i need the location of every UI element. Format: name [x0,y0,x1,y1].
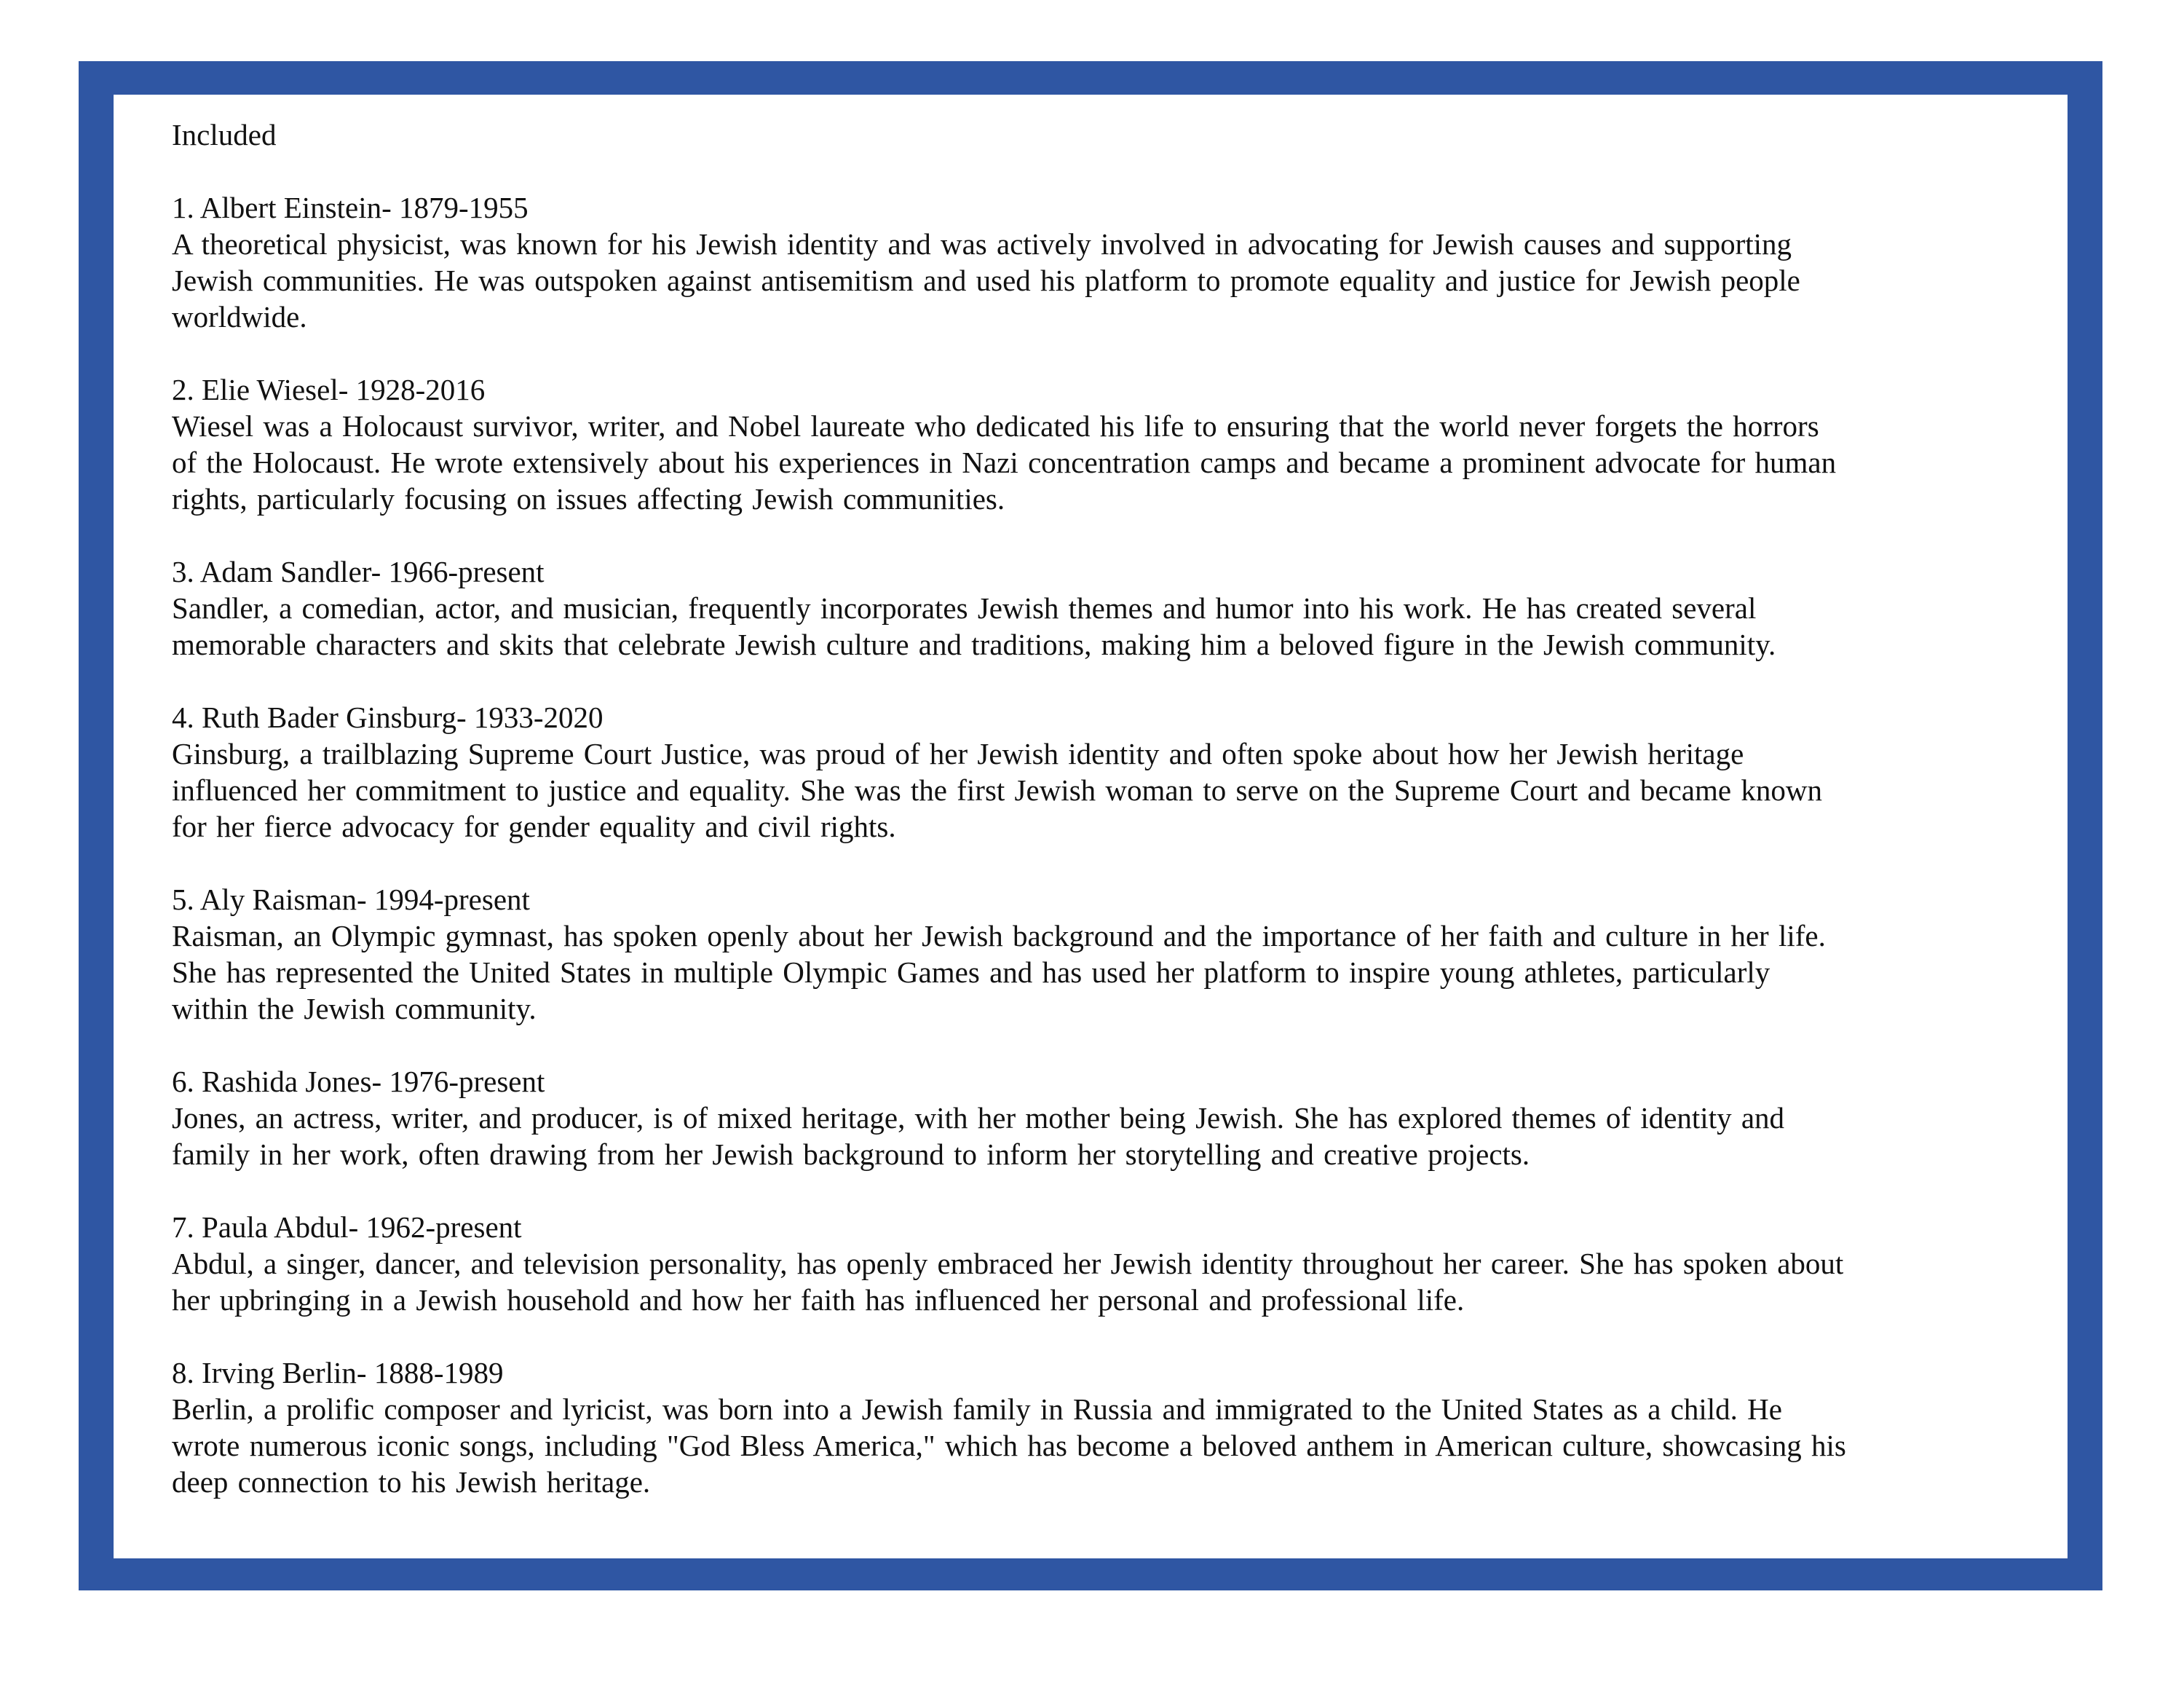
entry-title: 3. Adam Sandler- 1966-present [172,555,545,588]
entry-description-line: Jewish communities. He was outspoken against antisemitism and used his platform to promote equality and justice for Jewish people [172,264,1800,297]
entry-item [172,1063,2072,1172]
entry-description-line: Wiesel was a Holocaust survivor, writer, and Nobel laureate who dedicated his life to ensuring that the world never forgets the horrors [172,409,1819,443]
document-heading: Included [172,118,277,151]
entry-title: 4. Ruth Bader Ginsburg- 1933-2020 [172,701,604,734]
entry-title: 2. Elie Wiesel- 1928-2016 [172,373,486,406]
entry-description [172,226,2072,335]
entry-description-line: Berlin, a prolific composer and lyricist, was born into a Jewish family in Russia and immigrated to the United States as a child. He [172,1392,1782,1426]
entry-description-line: influenced her commitment to justice and equality. She was the first Jewish woman to serve on the Supreme Court and became known [172,773,1822,807]
entry-description [172,408,2072,517]
entry-title: 1. Albert Einstein- 1879-1955 [172,191,529,224]
entry-title: 8. Irving Berlin- 1888-1989 [172,1356,504,1389]
entry-item [172,371,2072,517]
entry-item [172,189,2072,335]
entry-title: 5. Aly Raisman- 1994-present [172,883,530,916]
entry-title: 6. Rashida Jones- 1976-present [172,1065,545,1098]
entry-item [172,553,2072,663]
entry-description [172,590,2072,663]
entry-description [172,1391,2072,1500]
entry-description-line: Ginsburg, a trailblazing Supreme Court Justice, was proud of her Jewish identity and often spoke about how her Jewish heritage [172,737,1744,770]
entry-description-line: wrote numerous iconic songs, including "God Bless America," which has become a beloved anthem in American culture, showcasing his [172,1429,1846,1462]
document-page [114,95,2068,1558]
page-border-frame [79,61,2102,1590]
entry-item [172,881,2072,1027]
entry-description-line: Jones, an actress, writer, and producer, is of mixed heritage, with her mother being Jewish. She has explored themes of identity and [172,1101,1785,1135]
entry-description-line: her upbringing in a Jewish household and how her faith has influenced her personal and professional life. [172,1283,1465,1317]
entry-description-line: memorable characters and skits that celebrate Jewish culture and traditions, making him a beloved figure in the Jewish community. [172,628,1776,661]
entry-item [172,699,2072,845]
entry-description-line: Raisman, an Olympic gymnast, has spoken openly about her Jewish background and the importance of her faith and culture in her life. [172,919,1826,953]
entry-description-line: She has represented the United States in multiple Olympic Games and has used her platform to inspire young athletes, particularly [172,955,1770,989]
entry-description-line: A theoretical physicist, was known for his Jewish identity and was actively involved in advocating for Jewish causes and supporting [172,227,1792,261]
entry-description [172,1245,2072,1318]
entry-description-line: Sandler, a comedian, actor, and musician, frequently incorporates Jewish themes and humor into his work. He has created several [172,591,1757,625]
document-content [172,117,2072,1537]
entry-item [172,1354,2072,1500]
entry-description-line: of the Holocaust. He wrote extensively about his experiences in Nazi concentration camps and became a prominent advocate for human [172,446,1837,479]
entry-description [172,1100,2072,1172]
entry-item [172,1209,2072,1318]
entry-description-line: for her fierce advocacy for gender equality and civil rights. [172,810,896,843]
entry-description-line: within the Jewish community. [172,992,537,1025]
entry-description-line: Abdul, a singer, dancer, and television personality, has openly embraced her Jewish identity throughout her career. She has spoken about [172,1247,1844,1280]
entry-title: 7. Paula Abdul- 1962-present [172,1210,522,1244]
entry-description-line: worldwide. [172,300,307,334]
entry-description-line: deep connection to his Jewish heritage. [172,1465,651,1499]
entries-list [172,189,2072,1500]
entry-description [172,918,2072,1027]
entry-description [172,735,2072,845]
entry-description-line: family in her work, often drawing from her Jewish background to inform her storytelling and creative projects. [172,1137,1530,1171]
entry-description-line: rights, particularly focusing on issues affecting Jewish communities. [172,482,1005,516]
